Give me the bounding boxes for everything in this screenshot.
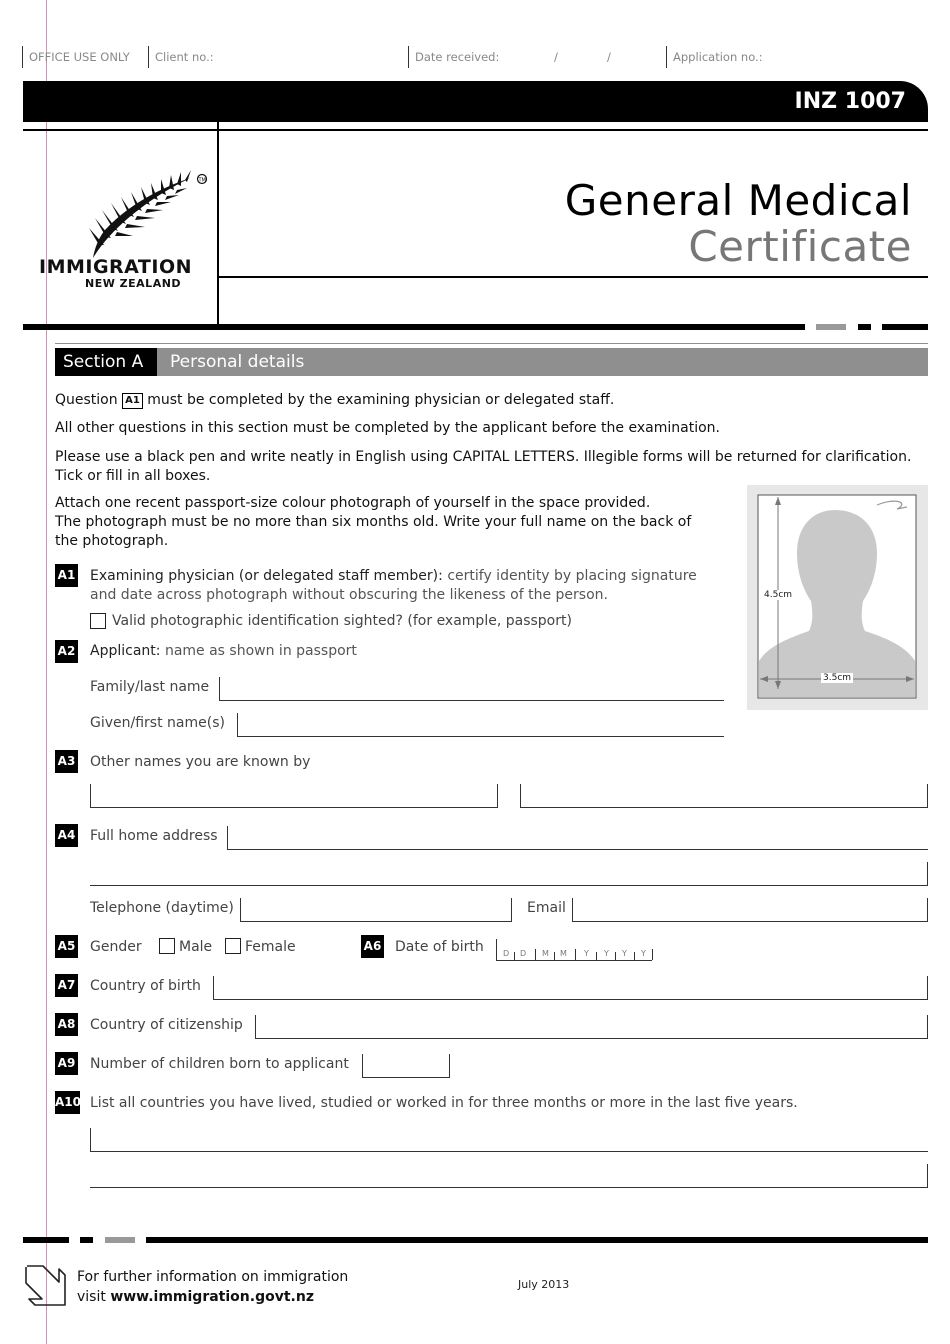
question-a1-text: Examining physician (or delegated staff member): certify identity by placing signature and date across photograph without obscuring the likeness of the person. xyxy=(90,568,697,603)
country-of-citizenship-input[interactable] xyxy=(255,1015,928,1039)
country-of-citizenship-label: Country of citizenship xyxy=(90,1017,243,1033)
section-label: Section A xyxy=(55,348,157,376)
question-a4-text: Full home address xyxy=(90,828,218,844)
home-address-input-2[interactable] xyxy=(90,862,928,886)
question-number-a7: A7 xyxy=(55,974,78,997)
country-of-birth-label: Country of birth xyxy=(90,978,201,994)
gender-male-label: Male xyxy=(179,939,213,955)
question-number-a9: A9 xyxy=(55,1052,78,1075)
intro-line-2: All other questions in this section must be completed by the applicant before the examination. xyxy=(55,420,720,436)
family-name-input[interactable] xyxy=(219,677,724,701)
footer-rule-start xyxy=(23,1237,69,1243)
telephone-label: Telephone (daytime) xyxy=(90,900,234,916)
page-title-line1: General Medical xyxy=(564,176,912,225)
inz-logo xyxy=(35,160,215,295)
gender-female-checkbox[interactable] xyxy=(225,938,241,954)
photo-box[interactable] xyxy=(747,485,928,710)
page-title-line2: Certificate xyxy=(688,222,912,271)
footer-url[interactable]: www.immigration.govt.nz xyxy=(110,1289,314,1305)
gender-male-checkbox[interactable] xyxy=(159,938,175,954)
header-bar xyxy=(23,81,928,122)
children-count-input[interactable] xyxy=(362,1054,450,1078)
office-use-label: OFFICE USE ONLY xyxy=(22,46,148,68)
question-a3-text: Other names you are known by xyxy=(90,754,311,770)
other-name-input-2[interactable] xyxy=(520,784,928,808)
title-underline xyxy=(219,276,928,278)
footer-rule-dash xyxy=(80,1237,93,1243)
question-number-a1: A1 xyxy=(55,564,78,587)
svg-text:TM: TM xyxy=(198,177,206,184)
silver-fern-icon xyxy=(35,160,215,260)
intro-line-1: Question A1 must be completed by the examining physician or delegated staff. xyxy=(55,392,615,408)
intro-line-3: Please use a black pen and write neatly in English using CAPITAL LETTERS. Illegible forms will be returned for clarification. Tick or fill in all boxes. xyxy=(55,449,912,484)
question-number-a6: A6 xyxy=(361,935,384,958)
question-number-a2: A2 xyxy=(55,640,78,663)
footer-rule-dash-grey xyxy=(105,1237,135,1243)
question-a2-text: Applicant: name as shown in passport xyxy=(90,643,357,659)
section-top-rule xyxy=(55,343,928,344)
home-address-input-1[interactable] xyxy=(227,826,928,850)
email-label: Email xyxy=(527,900,566,916)
id-sighted-checkbox[interactable] xyxy=(90,613,106,629)
email-input[interactable] xyxy=(572,898,928,922)
question-number-a10: A10 xyxy=(55,1091,80,1114)
id-sighted-label: Valid photographic identification sighted? (for example, passport) xyxy=(112,613,572,629)
intro-line-4: Attach one recent passport-size colour photograph of yourself in the space provided. The photograph must be no more than six months old. Write your full name on the back of the photograph. xyxy=(55,495,692,549)
dob-label: Date of birth xyxy=(395,939,484,955)
given-name-input[interactable] xyxy=(237,713,724,737)
header-divider xyxy=(23,129,928,131)
logo-text-nz: NEW ZEALAND xyxy=(85,277,182,290)
footer-rule xyxy=(146,1237,928,1243)
question-number-a5: A5 xyxy=(55,935,78,958)
footer-date: July 2013 xyxy=(518,1278,570,1291)
header-rule-end xyxy=(882,324,928,330)
section-title: Personal details xyxy=(170,352,305,372)
photo-height-label: 4.5cm xyxy=(764,590,793,600)
question-ref-a1: A1 xyxy=(122,393,143,409)
header-vertical-divider xyxy=(217,122,219,326)
footer-info: For further information on immigration visit www.immigration.govt.nz xyxy=(77,1269,349,1305)
form-number: INZ 1007 xyxy=(794,89,906,114)
application-no-field[interactable]: Application no.: xyxy=(666,46,928,68)
photo-width-label: 3.5cm xyxy=(823,673,852,683)
given-name-label: Given/first name(s) xyxy=(90,715,225,731)
countries-lived-input-1[interactable] xyxy=(90,1128,928,1152)
question-number-a8: A8 xyxy=(55,1013,78,1036)
countries-lived-label: List all countries you have lived, studied or worked in for three months or more in the last five years. xyxy=(90,1095,798,1111)
family-name-label: Family/last name xyxy=(90,679,210,695)
country-of-birth-input[interactable] xyxy=(213,976,928,1000)
other-name-input-1[interactable] xyxy=(90,784,498,808)
gender-label: Gender xyxy=(90,939,142,955)
header-rule-dash xyxy=(858,324,871,330)
children-count-label: Number of children born to applicant xyxy=(90,1056,349,1072)
header-rule xyxy=(23,324,805,330)
date-received-field[interactable]: Date received: / / xyxy=(408,46,666,68)
countries-lived-input-2[interactable] xyxy=(90,1164,928,1188)
telephone-input[interactable] xyxy=(240,898,512,922)
header-rule-dash-grey xyxy=(816,324,846,330)
question-number-a4: A4 xyxy=(55,824,78,847)
logo-text-immigration: IMMIGRATION xyxy=(39,256,192,278)
arrow-icon xyxy=(23,1263,69,1313)
dob-input[interactable]: D D M M Y Y Y Y xyxy=(496,939,652,961)
gender-female-label: Female xyxy=(245,939,296,955)
client-no-field[interactable]: Client no.: xyxy=(148,46,408,68)
question-number-a3: A3 xyxy=(55,750,78,773)
